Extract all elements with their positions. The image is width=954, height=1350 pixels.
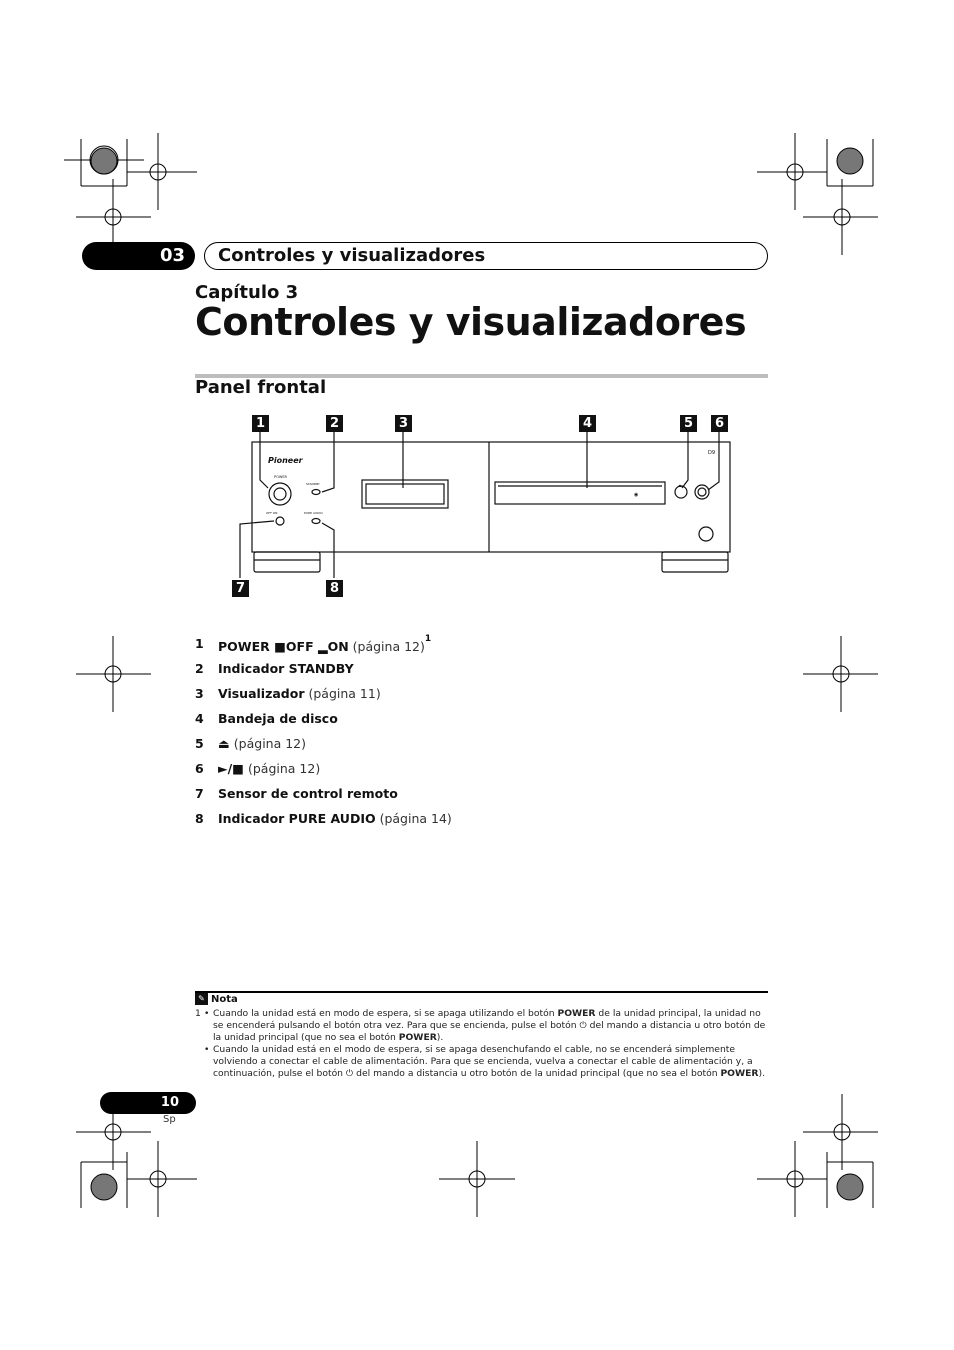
svg-text:OFF ON: OFF ON	[266, 511, 278, 515]
list-item	[195, 684, 755, 709]
callout-3: 3	[395, 415, 412, 432]
note-body	[195, 1008, 768, 1080]
item-label: Bandeja de disco	[218, 711, 338, 726]
item-number: 6	[195, 761, 204, 776]
chapter-number-badge: 03	[82, 242, 195, 270]
callout-1: 1	[252, 415, 269, 432]
controls-list	[195, 634, 755, 834]
chapter-title: Controles y visualizadores	[195, 300, 747, 344]
callout-5: 5	[680, 415, 697, 432]
item-number: 3	[195, 686, 204, 701]
svg-text:STANDBY: STANDBY	[306, 482, 320, 486]
item-number: 8	[195, 811, 204, 826]
svg-text:PURE AUDIO: PURE AUDIO	[304, 511, 323, 515]
callout-4: 4	[579, 415, 596, 432]
item-label: Indicador PURE AUDIO (página 14)	[218, 811, 452, 826]
pencil-icon: ✎	[195, 993, 208, 1005]
list-item	[195, 734, 755, 759]
item-label: ⏏ (página 12)	[218, 736, 307, 751]
item-label: Indicador STANDBY	[218, 661, 354, 676]
item-number: 2	[195, 661, 204, 676]
eject-icon: ⏏	[218, 736, 230, 751]
list-item	[195, 709, 755, 734]
list-item	[195, 784, 755, 809]
item-label: ►/■ (página 12)	[218, 761, 321, 776]
item-number: 1	[195, 636, 204, 651]
list-item	[195, 659, 755, 684]
front-panel-diagram	[230, 410, 750, 600]
callout-8: 8	[326, 580, 343, 597]
note-bullet: • Cuando la unidad está en el modo de espera, si se apaga desenchufando el cable, no se encenderá simplemente volviendo a conectar el cable de alimentación. Para que se encienda, vuelva a conectar el cable de alimentación y, a continuación, pulse el botón ⏻ del mando a distancia u otro botón de la unidad principal (que no sea el botón POWER).	[204, 1044, 765, 1079]
panel-heading: Panel frontal	[195, 377, 327, 398]
svg-text:Pioneer: Pioneer	[268, 456, 303, 465]
chapter-label: Capítulo 3	[195, 282, 299, 303]
callout-6: 6	[711, 415, 728, 432]
page-number: 10	[100, 1092, 196, 1114]
svg-text:◉: ◉	[634, 492, 639, 498]
page-language: Sp	[163, 1114, 176, 1125]
item-number: 4	[195, 711, 204, 726]
play-stop-icon: ►/■	[218, 761, 244, 776]
list-item	[195, 809, 755, 834]
note-bullet: 1 • Cuando la unidad está en modo de espera, si se apaga utilizando el botón POWER de la unidad principal, la unidad no se encenderá pulsando el botón otra vez. Para que se encienda, pulse el botón ⏻ del mando a distancia u otro botón de la unidad principal (que no sea el botón POWER).	[195, 1008, 766, 1043]
note-divider	[195, 991, 768, 993]
callout-7: 7	[232, 580, 249, 597]
section-title-header: Controles y visualizadores	[204, 242, 768, 270]
note-heading: ✎ Nota	[195, 993, 238, 1005]
item-label: Visualizador (página 11)	[218, 686, 381, 701]
item-number: 5	[195, 736, 204, 751]
item-label: POWER ■OFF ▂ON (página 12)$^1$	[218, 634, 432, 655]
callout-2: 2	[326, 415, 343, 432]
item-number: 7	[195, 786, 204, 801]
list-item	[195, 634, 755, 659]
svg-text:POWER: POWER	[274, 475, 287, 479]
item-label: Sensor de control remoto	[218, 786, 398, 801]
svg-text:D9: D9	[708, 450, 716, 456]
svg-text:⏏: ⏏	[678, 483, 682, 488]
list-item	[195, 759, 755, 784]
